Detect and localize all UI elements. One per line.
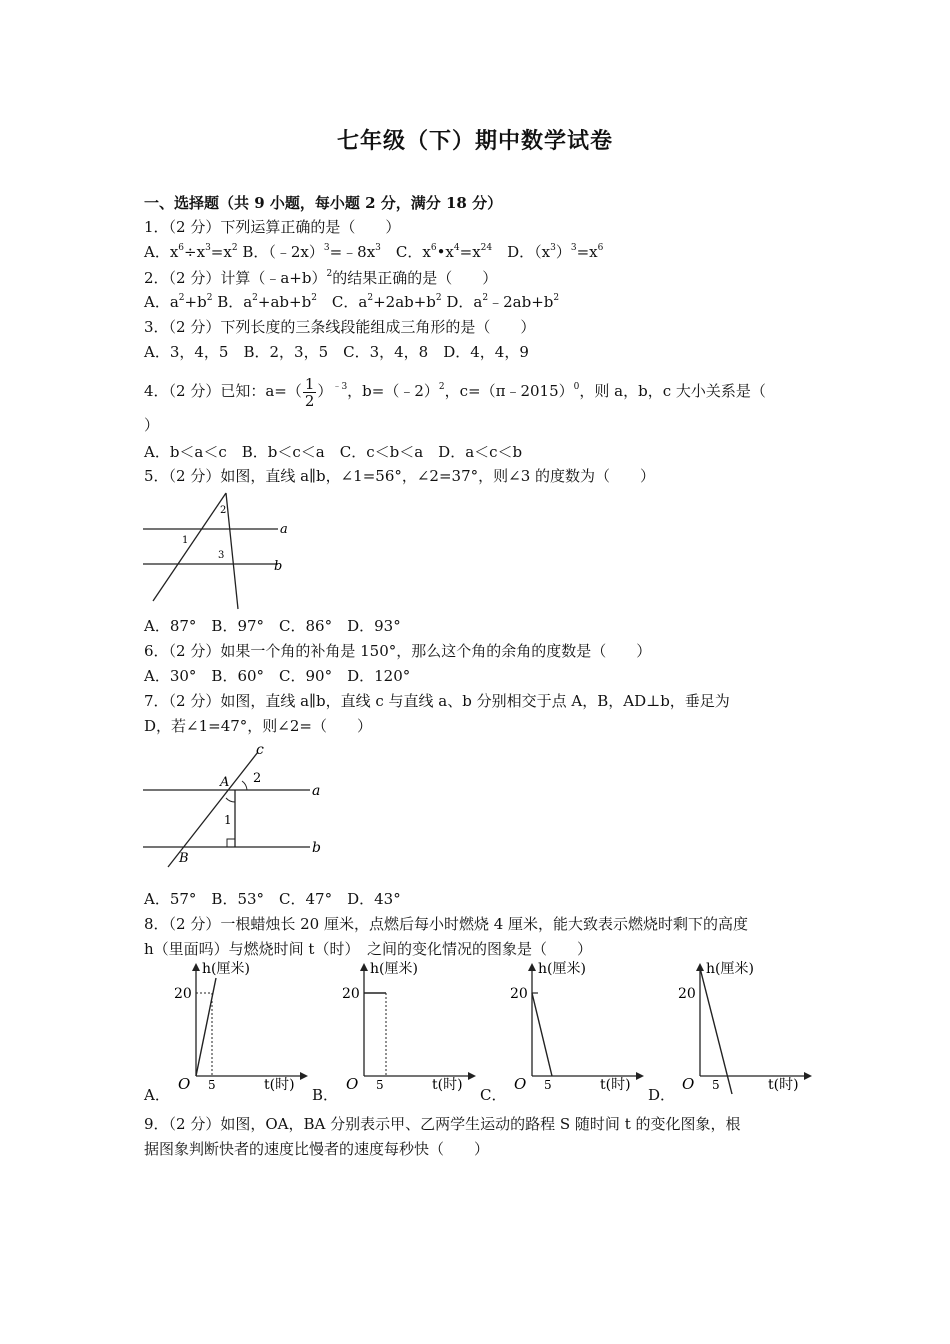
q3-options: A．3，4，5 B．2，3，5 C．3，4，8 D．4，4，9 <box>144 343 529 361</box>
y-axis-arrow <box>360 963 368 971</box>
q8-graph-a <box>168 958 318 1098</box>
y-axis-arrow <box>528 963 536 971</box>
origin-label: O <box>346 1075 359 1093</box>
q8-option-d-label: D． <box>648 1086 676 1104</box>
q6-stem: 6．（2 分）如果一个角的补角是 150°，那么这个角的余角的度数是（ ） <box>144 642 652 660</box>
y-axis-label: h(厘米) <box>370 961 418 977</box>
label-a: a <box>280 522 288 537</box>
q4-stem-continued: ） <box>144 416 160 434</box>
angle-label-2: 2 <box>220 505 227 516</box>
section-heading: 一、选择题（共 9 小题，每小题 2 分，满分 18 分） <box>144 194 503 212</box>
tick-5: 5 <box>712 1078 720 1092</box>
label-c: c <box>256 742 264 758</box>
q8-stem-line2: h（里面吗）与燃烧时间 t（时） 之间的变化情况的图象是（ ） <box>144 940 592 958</box>
q3-stem: 3．（2 分）下列长度的三条线段能组成三角形的是（ ） <box>144 318 536 336</box>
q8-graph-c <box>504 958 654 1098</box>
label-a: a <box>312 783 321 799</box>
label-A: A <box>220 775 230 790</box>
tick-5: 5 <box>208 1078 216 1092</box>
origin-label: O <box>178 1075 191 1093</box>
x-axis-label: t(时) <box>600 1077 631 1093</box>
q5-options: A．87° B．97° C．86° D．93° <box>144 617 401 635</box>
q8-graph-b <box>336 958 486 1098</box>
angle-label-1: 1 <box>182 535 189 546</box>
label-b: b <box>312 840 321 856</box>
q1-stem: 1．（2 分）下列运算正确的是（ ） <box>144 218 401 236</box>
tick-20: 20 <box>678 986 696 1002</box>
q1-options: A．$x^6\div x^3=x^2$ B．$(﹣2x)^3=﹣8x^3$ C．$x^6•x^4=x^{24}$ D．$(x^3)^3=x^6$ <box>144 243 604 261</box>
tick-20: 20 <box>510 986 528 1002</box>
x-axis-arrow <box>300 1072 308 1080</box>
page-title: 七年级（下）期中数学试卷 <box>336 128 613 154</box>
angle-2-arc <box>242 781 247 790</box>
q8-graph-d <box>672 958 822 1098</box>
q8-option-c-label: C． <box>480 1086 507 1104</box>
angle-label-2: 2 <box>253 771 262 786</box>
transversal-left <box>153 493 226 601</box>
q7-figure <box>140 740 330 870</box>
q2-options: A．$a^2+b^2$ B．$a^2+ab+b^2$ C．$a^2+2ab+b^2$ D．$a^2﹣2ab+b^2$ <box>144 293 560 311</box>
tick-20: 20 <box>342 986 360 1002</box>
y-axis-label: h(厘米) <box>202 961 250 977</box>
fraction-one-half: $\frac{1}{2}$ <box>304 374 315 410</box>
x-axis-arrow <box>804 1072 812 1080</box>
label-B: B <box>179 851 189 866</box>
q8-stem-line1: 8．（2 分）一根蜡烛长 20 厘米，点燃后每小时燃烧 4 厘米，能大致表示燃烧时剩下的高度 <box>144 915 749 933</box>
graph-line <box>700 968 732 1094</box>
angle-label-1: 1 <box>224 813 232 827</box>
origin-label: O <box>514 1075 527 1093</box>
q4-stem: 4．（2 分）已知：a=（ $\frac{1}{2}$ ）$^{﹣3}$，b=（﹣2）$^2$，c=（π﹣2015）$^0$，则 a，b，c 大小关系是（ <box>144 374 766 410</box>
y-axis-label: h(厘米) <box>538 961 586 977</box>
tick-5: 5 <box>544 1078 552 1092</box>
q7-stem-line1: 7．（2 分）如图，直线 a∥b，直线 c 与直线 a、b 分别相交于点 A，B，AD⊥b，垂足为 <box>144 692 730 710</box>
origin-label: O <box>682 1075 695 1093</box>
transversal-right <box>226 493 238 609</box>
y-axis-label: h(厘米) <box>706 961 754 977</box>
line-c <box>168 752 258 867</box>
tick-5: 5 <box>376 1078 384 1092</box>
right-angle-mark <box>227 839 235 847</box>
tick-20: 20 <box>174 986 192 1002</box>
q9-stem-line2: 据图象判断快者的速度比慢者的速度每秒快（ ） <box>144 1140 490 1158</box>
graph-line <box>532 993 552 1076</box>
q6-options: A．30° B．60° C．90° D．120° <box>144 667 411 685</box>
q7-options: A．57° B．53° C．47° D．43° <box>144 890 401 908</box>
x-axis-label: t(时) <box>264 1077 295 1093</box>
label-b: b <box>274 559 283 574</box>
y-axis-arrow <box>192 963 200 971</box>
q7-stem-line2: D，若∠1=47°，则∠2=（ ） <box>144 717 372 735</box>
q5-figure <box>140 488 300 613</box>
q9-stem-line1: 9．（2 分）如图，OA，BA 分别表示甲、乙两学生运动的路程 S 随时间 t 的变化图象，根 <box>144 1115 741 1133</box>
q8-option-a-label: A． <box>144 1086 170 1104</box>
x-axis-label: t(时) <box>432 1077 463 1093</box>
x-axis-arrow <box>636 1072 644 1080</box>
q8-option-b-label: B． <box>312 1086 339 1104</box>
q5-stem: 5．（2 分）如图，直线 a∥b，∠1=56°，∠2=37°，则∠3 的度数为（ ） <box>144 467 656 485</box>
q2-stem: 2．（2 分）计算（﹣a+b）$^2$的结果正确的是（ ） <box>144 269 498 287</box>
x-axis-arrow <box>468 1072 476 1080</box>
q4-options: A．b＜a＜c B．b＜c＜a C．c＜b＜a D．a＜c＜b <box>144 443 523 461</box>
angle-1-arc <box>226 798 235 802</box>
x-axis-label: t(时) <box>768 1077 799 1093</box>
angle-label-3: 3 <box>218 550 225 561</box>
